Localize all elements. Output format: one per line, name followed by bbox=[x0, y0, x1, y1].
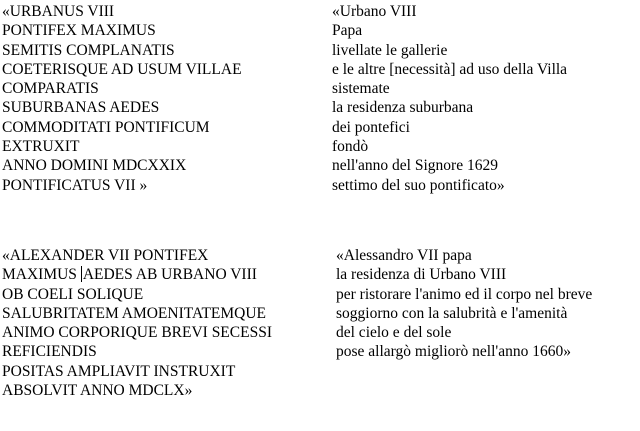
italian-line: e le altre [necessità] ad uso della Villa bbox=[332, 60, 568, 78]
italian-line: per ristorare l'animo ed il corpo nel breve bbox=[336, 285, 593, 303]
italian-line: nell'anno del Signore 1629 bbox=[332, 157, 498, 175]
latin-line: PONTIFEX MAXIMUS bbox=[2, 22, 156, 40]
italian-line: settimo del suo pontificato» bbox=[332, 176, 505, 194]
italian-line: la residenza suburbana bbox=[332, 99, 474, 117]
latin-line: OB COELI SOLIQUE bbox=[2, 285, 144, 303]
latin-line: COMPARATIS bbox=[2, 80, 99, 98]
latin-line: «URBANUS VIII bbox=[2, 3, 115, 20]
latin-line bbox=[2, 265, 272, 284]
latin-line: «ALEXANDER VII PONTIFEX bbox=[2, 247, 209, 264]
latin-line: ABSOLVIT ANNO MDCLX» bbox=[2, 382, 193, 400]
italian-line: soggiorno con la salubrità e l'amenità bbox=[336, 304, 568, 322]
latin-line: EXTRUXIT bbox=[2, 138, 80, 156]
italian-line: la residenza di Urbano VIII bbox=[336, 266, 507, 284]
italian-line: Papa bbox=[332, 22, 363, 40]
italian-line: del cielo e del sole bbox=[336, 324, 452, 342]
latin-line: REFICIENDIS bbox=[2, 343, 97, 361]
italian-line: sistemate bbox=[332, 80, 390, 98]
italian-line: «Alessandro VII papa bbox=[336, 247, 472, 264]
inscription-2-latin bbox=[2, 246, 272, 400]
inscription-2-italian bbox=[336, 246, 592, 362]
inscription-1-italian bbox=[332, 2, 567, 195]
italian-line: livellate le gallerie bbox=[332, 41, 448, 59]
inscription-1-latin bbox=[2, 2, 242, 195]
latin-line: COMMODITATI PONTIFICUM bbox=[2, 118, 210, 136]
latin-line: POSITAS AMPLIAVIT INSTRUXIT bbox=[2, 362, 236, 380]
latin-line: SALUBRITATEM AMOENITATEMQUE bbox=[2, 304, 267, 322]
latin-line: COETERISQUE AD USUM VILLAE bbox=[2, 60, 242, 78]
italian-line: pose allargò migliorò nell'anno 1660» bbox=[336, 343, 571, 361]
latin-line: SEMITIS COMPLANATIS bbox=[2, 41, 175, 59]
latin-fragment: MAXIMUS bbox=[2, 266, 77, 284]
italian-line: fondò bbox=[332, 138, 369, 156]
latin-line: SUBURBANAS AEDES bbox=[2, 99, 160, 117]
italian-line: «Urbano VIII bbox=[332, 3, 417, 20]
latin-line: PONTIFICATUS VII » bbox=[2, 176, 148, 194]
latin-line: ANIMO CORPORIQUE BREVI SECESSI bbox=[2, 324, 272, 342]
latin-fragment: AEDES AB URBANO VIII bbox=[82, 266, 257, 284]
latin-line: ANNO DOMINI MDCXXIX bbox=[2, 157, 187, 175]
italian-line: dei pontefici bbox=[332, 118, 410, 136]
text-cursor bbox=[81, 266, 82, 282]
